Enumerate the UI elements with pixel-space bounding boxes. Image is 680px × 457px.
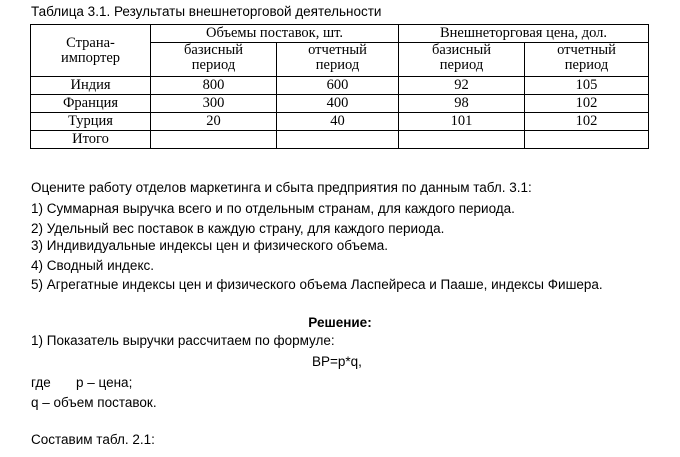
where-quantity-definition: q – объем поставок.: [31, 395, 157, 410]
cell-price-base: 98: [399, 95, 525, 113]
foreign-trade-table: [30, 24, 649, 149]
cell-country: Итого: [31, 131, 151, 149]
cell-price-base: 92: [399, 77, 525, 95]
cell-vol-report: 600: [277, 77, 399, 95]
cell-price-report: 102: [525, 95, 649, 113]
subheader-price-report: отчетный период: [525, 43, 649, 77]
cell-price-report: [525, 131, 649, 149]
cell-vol-report: 400: [277, 95, 399, 113]
cell-vol-base: 300: [151, 95, 277, 113]
header-volume: Объемы поставок, шт.: [151, 25, 399, 43]
cell-vol-report: 40: [277, 113, 399, 131]
cell-price-report: 105: [525, 77, 649, 95]
solution-title: Решение:: [308, 315, 372, 330]
compose-table-text: Составим табл. 2.1:: [31, 432, 155, 447]
cell-price-base: 101: [399, 113, 525, 131]
subheader-price-base: базисный период: [399, 43, 525, 77]
cell-vol-base: [151, 131, 277, 149]
task-intro: Оцените работу отделов маркетинга и сбыта предприятия по данным табл. 3.1:: [31, 180, 532, 195]
task-item: 1) Суммарная выручка всего и по отдельным странам, для каждого периода.: [31, 201, 515, 216]
where-price-definition: р – цена;: [76, 375, 133, 390]
table-row: [31, 77, 649, 95]
cell-price-base: [399, 131, 525, 149]
cell-country: Турция: [31, 113, 151, 131]
cell-vol-report: [277, 131, 399, 149]
where-label: где: [31, 375, 51, 390]
task-item: 4) Сводный индекс.: [31, 258, 155, 273]
table-row: [31, 95, 649, 113]
table-row-total: [31, 131, 649, 149]
revenue-formula: ВР=р*q,: [312, 354, 362, 369]
table-row: [31, 113, 649, 131]
task-item: 3) Индивидуальные индексы цен и физического объема.: [31, 238, 388, 253]
task-item: 2) Удельный вес поставок в каждую страну, для каждого периода.: [31, 221, 445, 236]
cell-vol-base: 800: [151, 77, 277, 95]
subheader-volume-base: базисный период: [151, 43, 277, 77]
cell-vol-base: 20: [151, 113, 277, 131]
header-price: Внешнеторговая цена, дол.: [399, 25, 649, 43]
subheader-volume-report: отчетный период: [277, 43, 399, 77]
task-item: 5) Агрегатные индексы цен и физического объема Ласпейреса и Пааше, индексы Фишера.: [31, 277, 603, 292]
cell-country: Индия: [31, 77, 151, 95]
cell-price-report: 102: [525, 113, 649, 131]
table-caption: Таблица 3.1. Результаты внешнеторговой деятельности: [31, 4, 382, 19]
cell-country: Франция: [31, 95, 151, 113]
solution-step-1: 1) Показатель выручки рассчитаем по формуле:: [31, 333, 335, 348]
header-country: Страна- импортер: [31, 25, 151, 77]
